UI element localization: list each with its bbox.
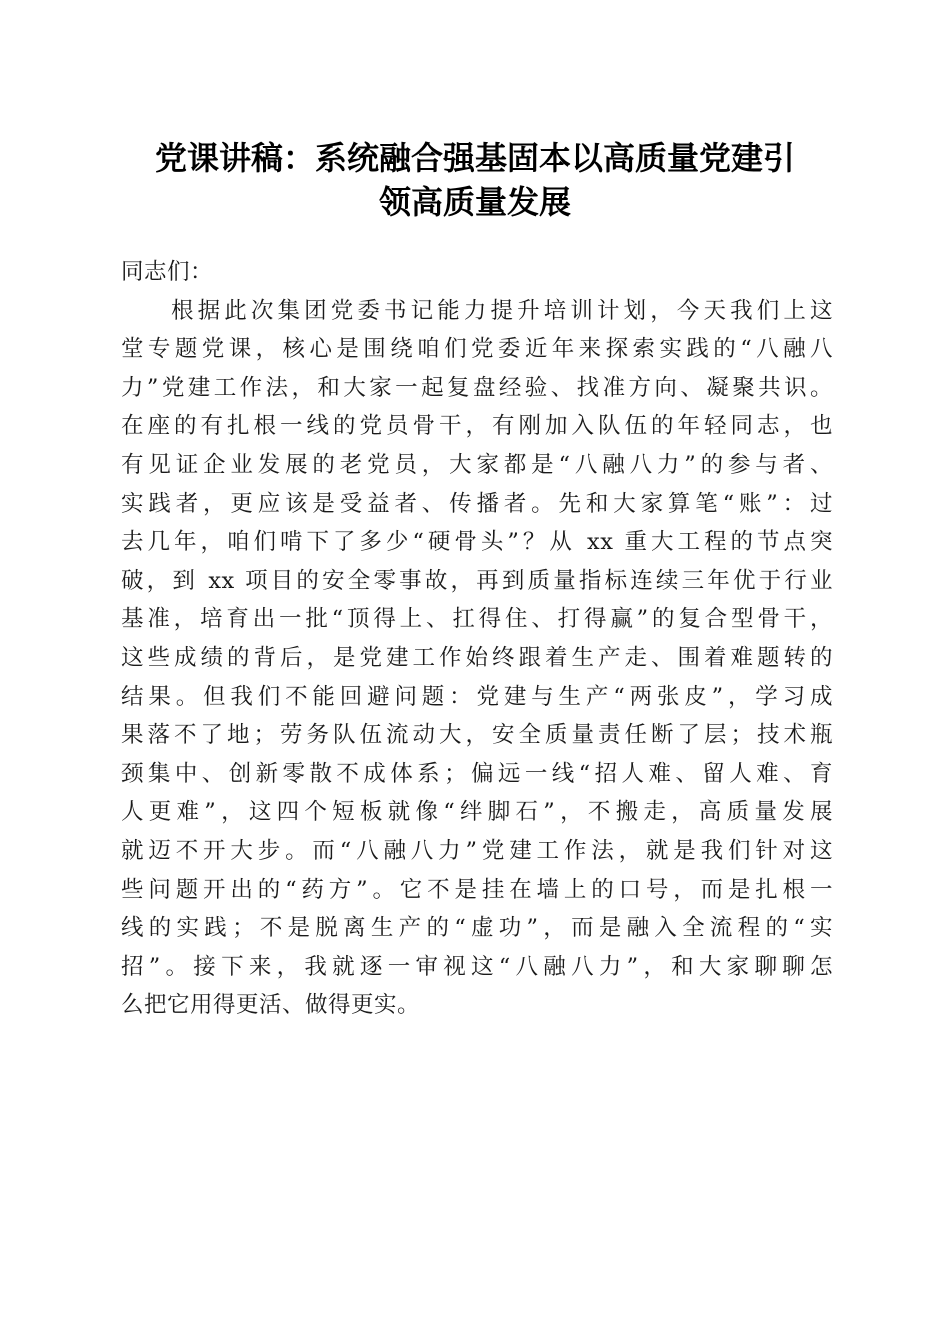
paragraph-line: 人更难”，这四个短板就像“绊脚石”，不搬走，高质量发展 [121, 799, 833, 826]
paragraph-line: 破，到 xx 项目的安全零事故，再到质量指标连续三年优于行业 [121, 567, 833, 594]
document-body [121, 253, 833, 1025]
paragraph-line: 线的实践；不是脱离生产的“虚功”，而是融入全流程的“实 [121, 915, 833, 942]
paragraph-line: 实践者，更应该是受益者、传播者。先和大家算笔“账”：过 [121, 490, 833, 517]
paragraph-line: 这些成绩的背后，是党建工作始终跟着生产走、围着难题转的 [121, 644, 833, 671]
paragraph-line: 结果。但我们不能回避问题：党建与生产“两张皮”，学习成 [121, 683, 833, 710]
paragraph-line: 招”。接下来，我就逐一审视这“八融八力”，和大家聊聊怎 [121, 953, 833, 980]
paragraph-line: 根据此次集团党委书记能力提升培训计划，今天我们上这 [171, 297, 833, 324]
title-line: 领高质量发展 [378, 183, 571, 221]
paragraph-line: 颈集中、创新零散不成体系；偏远一线“招人难、留人难、育 [121, 760, 833, 787]
paragraph-line: 就迈不开大步。而“八融八力”党建工作法，就是我们针对这 [121, 837, 833, 864]
paragraph-line: 果落不了地；劳务队伍流动大，安全质量责任断了层；技术瓶 [121, 722, 833, 749]
paragraph-line: 堂专题党课，核心是围绕咱们党委近年来探索实践的“八融八 [121, 336, 833, 363]
paragraph-line: 在座的有扎根一线的党员骨干，有刚加入队伍的年轻同志，也 [121, 413, 833, 440]
paragraph-line: 基准，培育出一批“顶得上、扛得住、打得赢”的复合型骨干， [121, 606, 833, 633]
paragraph-line: 有见证企业发展的老党员，大家都是“八融八力”的参与者、 [121, 451, 833, 478]
paragraph-line: 力”党建工作法，和大家一起复盘经验、找准方向、凝聚共识。 [121, 374, 833, 401]
title-line: 党课讲稿：系统融合强基固本以高质量党建引 [154, 139, 795, 177]
paragraph-line: 些问题开出的“药方”。它不是挂在墙上的口号，而是扎根一 [121, 876, 833, 903]
paragraph-line: 去几年，咱们啃下了多少“硬骨头”？从 xx 重大工程的节点突 [121, 529, 833, 556]
document-title [118, 136, 832, 224]
salutation: 同志们： [121, 259, 214, 285]
paragraph-line: 么把它用得更活、做得更实。 [121, 992, 421, 1019]
